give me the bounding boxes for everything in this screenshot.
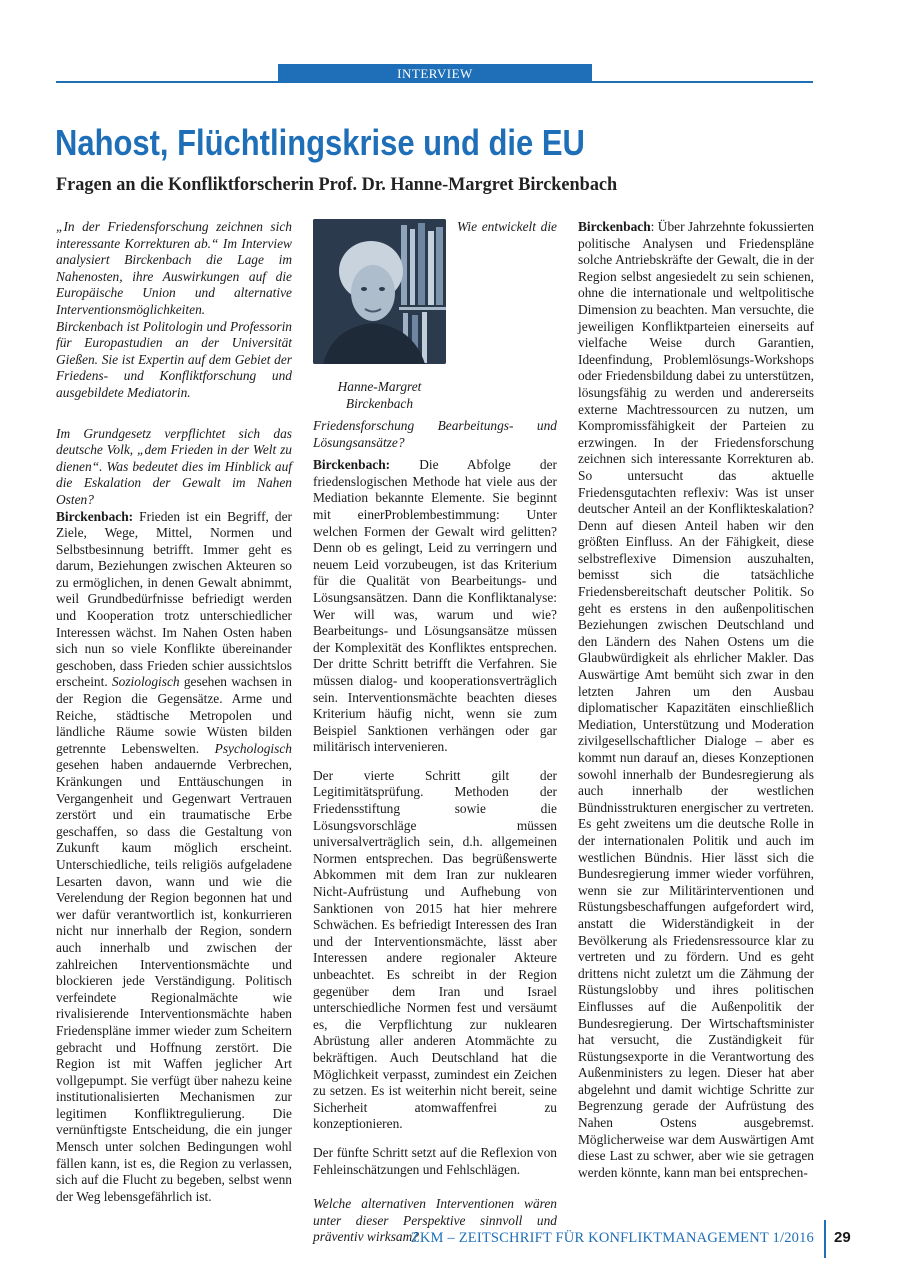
- answer-2-text-a: Die Abfolge der friedenslogischen Methode hat viele aus der Mediation bekannte Elemente. Sie beginnt mit einerProblembestimmung: Unter welchen Formen der Gewalt wird gelitten? Denn ob es gelingt, Leid zu verringern und neuem Leid vorzubeugen, ist das Kriterium für die Qualität von Bearbeitungs- und Lösungsansätzen. Dann die Konfliktanalyse: Wer will was, warum und wie? Bearbeitungs- und Lösungsansätze müssen der Komplexität des Konfliktes entsprechen. Der dritte Schritt betrifft die Verfahren. Sie müssen dialog- und kooperationsverträglich sein. Interventionsmächte beachten dieses Kriterium häufig nicht, wenn sie zum Beispiel Sanktionen verhängen oder gar militärisch intervenieren.: [313, 457, 557, 755]
- header-rule: [56, 81, 813, 83]
- answer-2-paragraph-b: Der vierte Schritt gilt der Legitimitätsprüfung. Methoden der Friedensstiftung sowie die Lösungsvorschläge müssen universalverträglich sein, d.h. allgemeinen Normen entsprechen. Das begrüßenswerte Abkommen mit dem Iran zur nuklearen Nicht-Aufrüstung und Aufhebung von Sanktionen von 2015 hat hier mehrere Schwächen. Es befriedigt Interessen des Iran und der Interventionsmächte, lässt aber Interessen andere regionaler Akteure unbeachtet. Es schreibt in der Region gegenüber dem Iran und Israel unterschiedliche Normen fest und versäumt es, die Verpflichtung zur nuklearen Abrüstung aller anderen Atommächte zu bekräftigen. Auch Deutschland hat die Möglichkeit verpasst, zumindest ein Zeichen zu setzen. Es ist weiterhin nicht bereit, seine Sicherheit atomwaffenfrei zu konzeptionieren.: [313, 767, 557, 1132]
- portrait-photo: [313, 219, 446, 364]
- answer-2: [313, 457, 557, 756]
- column-3: [578, 219, 814, 1181]
- answer-3-text: Über Jahrzehnte fokussierten politische Analysen und Friedenspläne solche Antriebskräfte der Gewalt, die in der Region selbst angesiedelt zu sein schienen, ohne die internationale und weltpolitische Dimension zu beachten. Man versuchte, die jeweiligen Konfliktparteien einerseits auf vielfache Weise durch Garantien, Ideenfindung, Problemlösungs-Workshops oder Friedensbildung dabei zu unterstützen, lösungsfähig zu werden und andererseits externe Machtressourcen zu nutzen, um Kompromissfähigkeit der Parteien zu erzwingen. In der Friedensforschung zeichnen sich interessante Korrekturen ab. So untersucht das aktuelle Friedensgutachten reflexiv: Was ist unser deutscher Anteil an der Konflikteskalation? Denn auf diesen Anteil haben wir den größten Einfluss. An der Fähigkeit, diese selbstreflexive Dimension auszuhalten, bemisst sich die tatsächliche Friedensbereitschaft deutscher Politik. So geht es erstens in den außenpolitischen Beziehungen zwischen Deutschland und den Ländern des Nahen Ostens um die Glaubwürdigkeit als ehrlicher Makler. Das Auswärtige Amt bemüht sich zwar in den letzten Jahren um den Ausbau diplomatischer Kapazitäten einschließlich Mediation, Unterstützung und Moderation zivilgesellschaftlicher Dialoge – aber es kommt nun darauf an, dieses Konzeptionen sowohl innerhalb der Bundesregierung als auch innerhalb der westlichen Bündnisstrukturen energischer zu vertreten. Es geht zweitens um die deutsche Rolle in der internationalen Politik und auch im westlichen Bündnis. Hier lässt sich die Bundesregierung immer wieder vorführen, wenn sie zur Militärinterventionen und Rüstungsbeschaffungen aufgefordert wird, anstatt die Widerständigkeit in der Bevölkerung als Friedensressource klar zu vertreten und zu fördern. Und es geht drittens nicht zuletzt um die Zähmung der Rüstungslobby und ihres politischen Einflusses auf die Außenpolitik der Bundesregierung. Der Wirtschaftsminister hat versucht, die Zuständigkeit für Rüstungsexporte in die Verantwortung des Außenministers zu legen. Dieser hat aber abgelehnt und damit wichtige Schritte zur Begrenzung gerade der Aufrüstung des Nahen Ostens ausgebremst. Möglicherweise war dem Auswärtigen Amt diese Last zu schwer, aber wie sie getragen werden könnte, kann man bei entsprechen-: [578, 219, 814, 1180]
- footer-rule: [824, 1220, 826, 1258]
- intro-paragraph: „In der Friedensforschung zeichnen sich interessante Korrekturen ab.“ Im Interview analysiert Birckenbach die Lage im Nahenosten, ihre Auswirkungen auf die Europäische Union und alternative Interventionsmöglichkeiten.: [56, 219, 292, 317]
- speaker-label: Birckenbach:: [56, 508, 134, 524]
- speaker-label: Birckenbach: [578, 219, 651, 234]
- intro-bio: Birckenbach ist Politologin und Professorin für Europastudien an der Universität Gießen. Sie ist Expertin auf dem Gebiet der Friedens- und Konfliktforschung und ausgebildete Mediatorin.: [56, 318, 292, 400]
- column-2: [313, 219, 557, 1246]
- page-number: 29: [834, 1229, 851, 1246]
- journal-footer: ZKM – ZEITSCHRIFT FÜR KONFLIKTMANAGEMENT 1/2016: [410, 1230, 814, 1246]
- portrait-caption: Hanne-Margret Birckenbach: [337, 379, 422, 411]
- question-2: Wie entwickelt die Friedensforschung Bearbeitungs- und Lösungsansätze?: [313, 219, 557, 450]
- section-label: INTERVIEW: [278, 64, 592, 83]
- answer-1-psychological-label: Psychologisch: [214, 740, 292, 756]
- answer-2-paragraph-c: Der fünfte Schritt setzt auf die Reflexion von Fehleinschätzungen und Fehlschlägen.: [313, 1144, 557, 1177]
- answer-1-text-a: Frieden ist ein Begriff, der Ziele, Wege, Mittel, Normen und Selbstbesinnung betrifft. Immer geht es darum, Beziehungen zwischen Akteuren so zu ermöglichen, in denen Gewalt abnimmt, weil Grundbedürfnisse befriedigt werden und Kooperation trotz unterschiedlicher Interessen wächst. Im Nahen Osten haben sich nun so viele Konflikte übereinander geschoben, dass Frieden schier aussichtslos erscheint.: [56, 508, 292, 690]
- article-subheadline: Fragen an die Konfliktforscherin Prof. Dr. Hanne-Margret Birckenbach: [56, 174, 618, 195]
- speaker-label: Birckenbach:: [313, 457, 391, 473]
- question-1: Im Grundgesetz verpflichtet sich das deutsche Volk, „dem Frieden in der Welt zu dienen“. Was bedeutet dies im Hinblick auf die Eskalation der Gewalt im Nahen Osten?: [56, 425, 292, 507]
- article-headline: Nahost, Flüchtlingskrise und die EU: [55, 122, 585, 163]
- answer-3: Birckenbach: Über Jahrzehnte fokussierten politische Analysen und Friedenspläne solche Antriebskräfte der Gewalt, die in der Region selbst angesiedelt zu sein schienen, ohne die internationale und weltpolitische Dimension zu beachten. Man versuchte, die jeweiligen Konfliktparteien einerseits auf vielfache Weise durch Garantien, Ideenfindung, Problemlösungs-Workshops oder Friedensbildung dabei zu unterstützen, lösungsfähig zu werden und andererseits externe Machtressourcen zu nutzen, um Kompromissfähigkeit der Parteien zu erzwingen. In der Friedensforschung zeichnen sich interessante Korrekturen ab. So untersucht das aktuelle Friedensgutachten reflexiv: Was ist unser deutscher Anteil an der Konflikteskalation? Denn auf diesen Anteil haben wir den größten Einfluss. An der Fähigkeit, diese selbstreflexive Dimension auszuhalten, bemisst sich die tatsächliche Friedensbereitschaft deutscher Politik. So geht es erstens in den außenpolitischen Beziehungen zwischen Deutschland und den Ländern des Nahen Ostens um die Glaubwürdigkeit als ehrlicher Makler. Das Auswärtige Amt bemüht sich zwar in den letzten Jahren um den Ausbau diplomatischer Kapazitäten einschließlich Mediation, Unterstützung und Moderation zivilgesellschaftlicher Dialoge – aber es kommt nun darauf an, dieses Konzeptionen sowohl innerhalb der Bundesregierung als auch innerhalb der westlichen Bündnisstrukturen energischer zu vertreten. Es geht zweitens um die deutsche Rolle in der internationalen Politik und auch im westlichen Bündnis. Hier lässt sich die Bundesregierung immer wieder vorführen, wenn sie zur Militärinterventionen und Rüstungsbeschaffungen aufgefordert wird, anstatt die Widerständigkeit in der Bevölkerung als Friedensressource klar zu vertreten und zu fördern. Und es geht drittens nicht zuletzt um die Zähmung der Rüstungslobby und ihres politischen Einflusses auf die Außenpolitik der Bundesregierung. Der Wirtschaftsminister hat versucht, die Zuständigkeit für Rüstungsexporte in die Verantwortung des Außenministers zu legen. Dieser hat aber abgelehnt und damit wichtige Schritte zur Begrenzung gerade der Aufrüstung des Nahen Ostens ausgebremst. Möglicherweise war dem Auswärtigen Amt diese Last zu schwer, aber wie sie getragen werden könnte, kann man bei entsprechen-: [578, 219, 814, 1180]
- column-1: [56, 219, 292, 1205]
- answer-1-text-b: gesehen wachsen in der Region die Gegensätze. Arme und Reiche, städtische Metropolen und ländliche Räume sowie Wüsten bilden getrennte Lebenswelten.: [56, 674, 292, 756]
- answer-1-text-c: gesehen haben andauernde Verbrechen, Kränkungen und Enttäuschungen in Vergangenheit und Gegenwart Vertrauen zerstört und ein traumatische Erbe geschaffen, so dass die Gestaltung von Zukunft kaum möglich erscheint. Unterschiedliche, teils religiös aufgeladene Lesarten davon, wann und wie die Verelendung der Region begonnen hat und wer dafür verantwortlich ist, konkurrieren nicht nur innerhalb der Region, sondern auch innerhalb und zwischen der zahlreichen Interventionsmächte und blockieren jede Verständigung. Politisch verfeindete Regionalmächte wie rivalisierende Interventionsmächte haben Friedenspläne immer wieder zum Scheitern gebracht und Hoffnung zerstört. Die Region ist mit Waffen jeglicher Art vollgepumpt. Sie verfügt über nahezu keine institutionalisierten Mechanismen zur legitimen Konfliktregulierung. Die vernünftigste Entscheidung, die ein junger Mensch unter solchen Bedingungen wohl fällen kann, ist es, die Region zu verlassen, sich auf die Flucht zu begeben, selbst wenn der Weg lebensgefährlich ist.: [56, 757, 292, 1204]
- answer-1-sociological-label: Soziologisch: [111, 674, 180, 690]
- portrait-figure: [313, 219, 451, 412]
- question-3: Welche alternativen Interventionen wären unter dieser Perspektive sinnvoll und präventiv wirksam?: [313, 1196, 557, 1245]
- answer-1: [56, 509, 292, 1206]
